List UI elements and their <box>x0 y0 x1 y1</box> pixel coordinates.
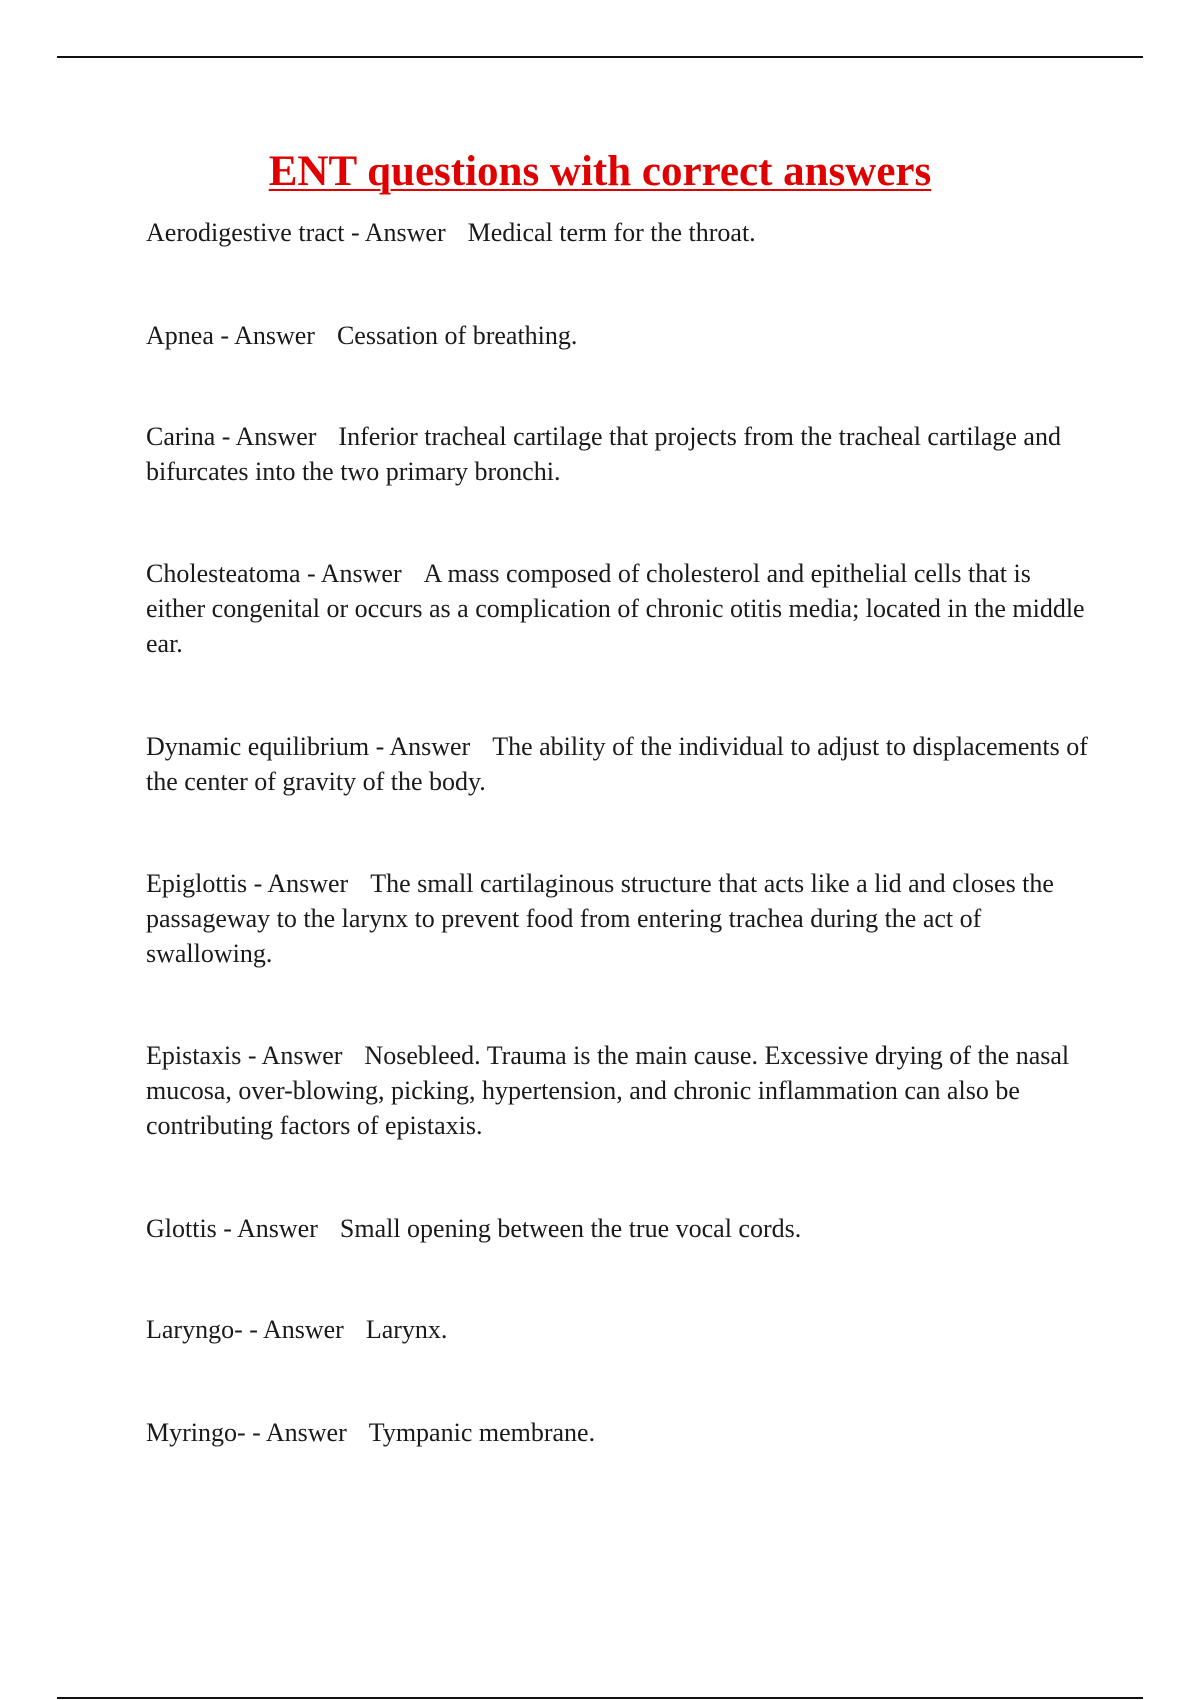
answer-text: Cessation of breathing. <box>336 321 578 350</box>
answer-text: The small cartilaginous structure that acts like a lid and closes the passageway to the larynx to prevent food from entering trachea during the act of swallowing. <box>146 869 1054 968</box>
question-term: Cholesteatoma - Answer <box>146 559 402 588</box>
answer-text: A mass composed of cholesterol and epithelial cells that is either congenital or occurs as a complication of chronic otitis media; located in the middle ear. <box>146 559 1085 658</box>
question-term: Myringo- - Answer <box>146 1418 347 1447</box>
qa-item <box>146 1312 1096 1347</box>
answer-text: Larynx. <box>365 1315 448 1344</box>
question-term: Epiglottis - Answer <box>146 869 349 898</box>
qa-item <box>146 1415 1096 1450</box>
qa-item <box>146 1038 1096 1143</box>
answer-text: Inferior tracheal cartilage that projects from the tracheal cartilage and bifurcates into the two primary bronchi. <box>146 422 1061 486</box>
bottom-divider <box>57 1697 1143 1699</box>
top-divider <box>57 56 1143 58</box>
question-term: Apnea - Answer <box>146 321 315 350</box>
question-term: Aerodigestive tract - Answer <box>146 218 446 247</box>
question-term: Epistaxis - Answer <box>146 1041 343 1070</box>
question-term: Carina - Answer <box>146 422 317 451</box>
question-term: Dynamic equilibrium - Answer <box>146 732 471 761</box>
answer-text: Nosebleed. Trauma is the main cause. Excessive drying of the nasal mucosa, over-blowing, picking, hypertension, and chronic inflammation can also be contributing factors of epistaxis. <box>146 1041 1070 1140</box>
qa-item <box>146 215 1096 250</box>
answer-text: Small opening between the true vocal cords. <box>339 1214 802 1243</box>
qa-item <box>146 318 1096 353</box>
document-title: ENT questions with correct answers <box>268 148 932 195</box>
qa-item <box>146 419 1096 489</box>
qa-item <box>146 556 1096 661</box>
question-term: Glottis - Answer <box>146 1214 318 1243</box>
answer-text: Medical term for the throat. <box>467 218 756 247</box>
qa-item <box>146 866 1096 971</box>
answer-text: Tympanic membrane. <box>368 1418 596 1447</box>
qa-item <box>146 729 1096 799</box>
question-term: Laryngo- - Answer <box>146 1315 344 1344</box>
answer-text: The ability of the individual to adjust to displacements of the center of gravity of the body. <box>146 732 1088 796</box>
qa-item <box>146 1211 1096 1246</box>
